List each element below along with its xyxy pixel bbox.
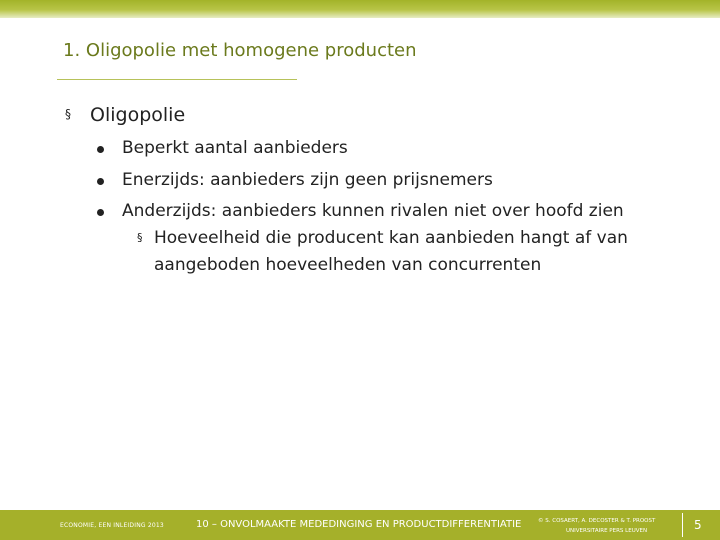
bullet-continuation: aangeboden hoeveelheden van concurrenten [154, 255, 542, 275]
round-bullet-icon [97, 146, 104, 153]
bullet-text: Enerzijds: aanbieders zijn geen prijsnemers [122, 170, 493, 190]
square-bullet-icon: § [137, 231, 143, 244]
page-number: 5 [694, 518, 702, 532]
top-banner [0, 0, 720, 18]
square-bullet-icon: § [65, 107, 71, 121]
footer-bar [0, 510, 720, 540]
bullet-text: Hoeveelheid die producent kan aanbieden hangt af van [154, 228, 628, 248]
bullet-text: Anderzijds: aanbieders kunnen rivalen niet over hoofd zien [122, 201, 624, 221]
round-bullet-icon [97, 178, 104, 185]
round-bullet-icon [97, 209, 104, 216]
title-underline [57, 79, 297, 80]
footer-publisher: UNIVERSITAIRE PERS LEUVEN [566, 528, 648, 534]
footer-chapter-label: 10 – ONVOLMAAKTE MEDEDINGING EN PRODUCTDIFFERENTIATIE [196, 519, 522, 530]
bullet-text: Oligopolie [90, 104, 186, 126]
footer-divider [682, 513, 683, 537]
bullet-text: Beperkt aantal aanbieders [122, 138, 348, 158]
slide-title: 1. Oligopolie met homogene producten [63, 40, 417, 61]
footer-copyright: © S. COSAERT, A. DECOSTER & T. PROOST [538, 518, 656, 524]
footer-course-label: ECONOMIE, EEN INLEIDING 2013 [60, 522, 164, 529]
